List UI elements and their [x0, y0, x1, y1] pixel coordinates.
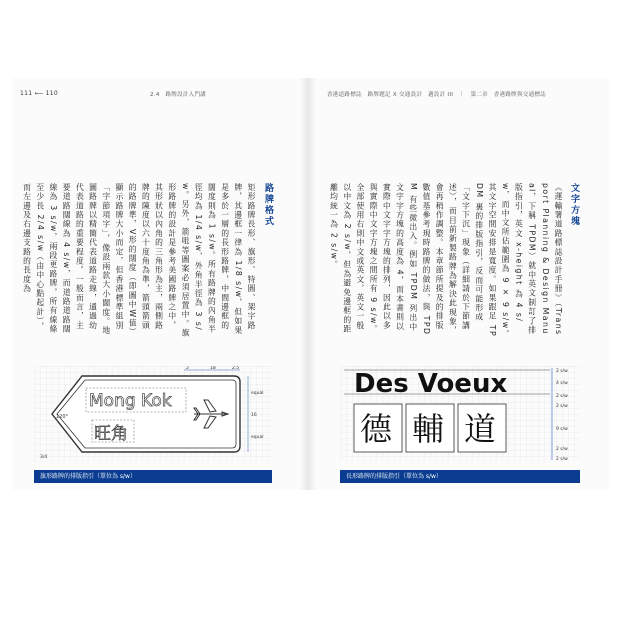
- right-body-text: 《運輸署道路標誌設計手冊》（Transport Planning & Design Manual，下稱 TPDM）就中英文制訂了排版指引，英文 x-height 為 4 s/w，而中文所佔範圍為 9 × 9 s/w。其文字空間安排是寬度。如果跟足 TPDM 裏的排版指引，反而可能形成「文字下沉」現象（詳細請於下節講述），而目前新製路牌為解決此現象，會再稍作調整。本章節所提及的排版數值基參考現時路牌的做法，與 TPDM 有些微出入。例如 TPDM 列出中文字字方塊的高度為 4，而本書則以實際中文字字方塊的排列，因此以多與實際中文字方塊之間所有 9 s/w。全部使用右則中文或英文，英文一般以中文為 2 s/w，但為避免邊框的距離均統一為 2 s/w。: [329, 183, 563, 339]
- zh-char-2: 輔: [412, 410, 445, 448]
- dim-bottom-left: 3/4: [40, 455, 48, 460]
- dim-right-top: equal: [251, 391, 264, 396]
- rect-sign-caption: 長形路牌的排版指引（單位為 s/w）: [340, 470, 580, 483]
- zh-char-1: 德: [360, 410, 393, 448]
- dim-label-2: 4 s/w: [556, 381, 568, 386]
- dim-top-mid: 18: [210, 366, 216, 371]
- rect-sign-diagram: [340, 366, 580, 462]
- page-number: 111 ⟵ 110: [20, 90, 59, 97]
- flag-sign-svg: [34, 366, 272, 462]
- dim-top-left: 2: [186, 366, 189, 371]
- dim-label-5: 9 s/w: [556, 427, 568, 432]
- sign-chinese-text: 旺角: [94, 424, 128, 444]
- right-running-header: 香港道路標誌 路牌題記 X 交通設計 邁設計 III ｜ 第二章 香港路牌與交通標誌: [327, 92, 546, 98]
- section-heading-sign-format: 路牌格式: [263, 183, 273, 227]
- dim-label-7: 2 s/w: [556, 457, 568, 462]
- flag-sign-caption: 旗形路牌的排版指引（單位為 s/w）: [34, 470, 272, 483]
- dim-label-3: 2 s/w: [556, 394, 568, 399]
- flag-sign-diagram: [34, 366, 272, 462]
- left-running-header: 2.4 路牌設計入門講: [150, 92, 207, 98]
- rect-sign-svg: [340, 366, 580, 462]
- dim-label-4: 2 s/w: [556, 404, 568, 409]
- dim-right-mid: 16: [251, 413, 257, 418]
- dim-label-6: 2 s/w: [556, 447, 568, 452]
- dim-top-right: 2.5: [232, 366, 240, 371]
- dim-right-bottom: equal: [251, 435, 264, 440]
- dim-label-1: 2 s/w: [556, 369, 568, 374]
- left-body-text: 矩形路牌長形、旗形、特圓、架字路牌，其邊框一律為 1/8 s/w，但如果是多於一層的長形路牌，中間邊框的闊度則為 1 s/w。所有路牌的內角半徑均為 1/4 s/w，外角半徑為 3 s/w。另外，箭咀等圖案必須居置中。旗形路牌的設計是參考美國路牌之中，其形狀以內角的三角形為主，兩側路牌的陳度以六十度角為準，箭頭箭頭的路牌準，V形的闊度（即圖中W值）顯示路牌大小而定，但香港標準組別「字節項字」，像設兩款大小闊度。地圖路牌以精簡代表道路走線，通過幼代表道路的重要程度。一般而言，主要道路闊線為 4 s/w，而道路道路闊線為 3 s/w，兩段更路牌，所有線條至少長 2/4 s/w（由中心點起計），而左邊及右邊支路的長度為: [22, 183, 256, 338]
- angle-label: 120°: [56, 414, 69, 420]
- sign-english-text: Des Voeux: [354, 369, 508, 399]
- zh-char-3: 道: [464, 410, 497, 448]
- section-heading-text-block: 文字方塊: [569, 183, 579, 227]
- sign-english-text: Mong Kok: [89, 391, 172, 411]
- book-gutter: [300, 78, 316, 490]
